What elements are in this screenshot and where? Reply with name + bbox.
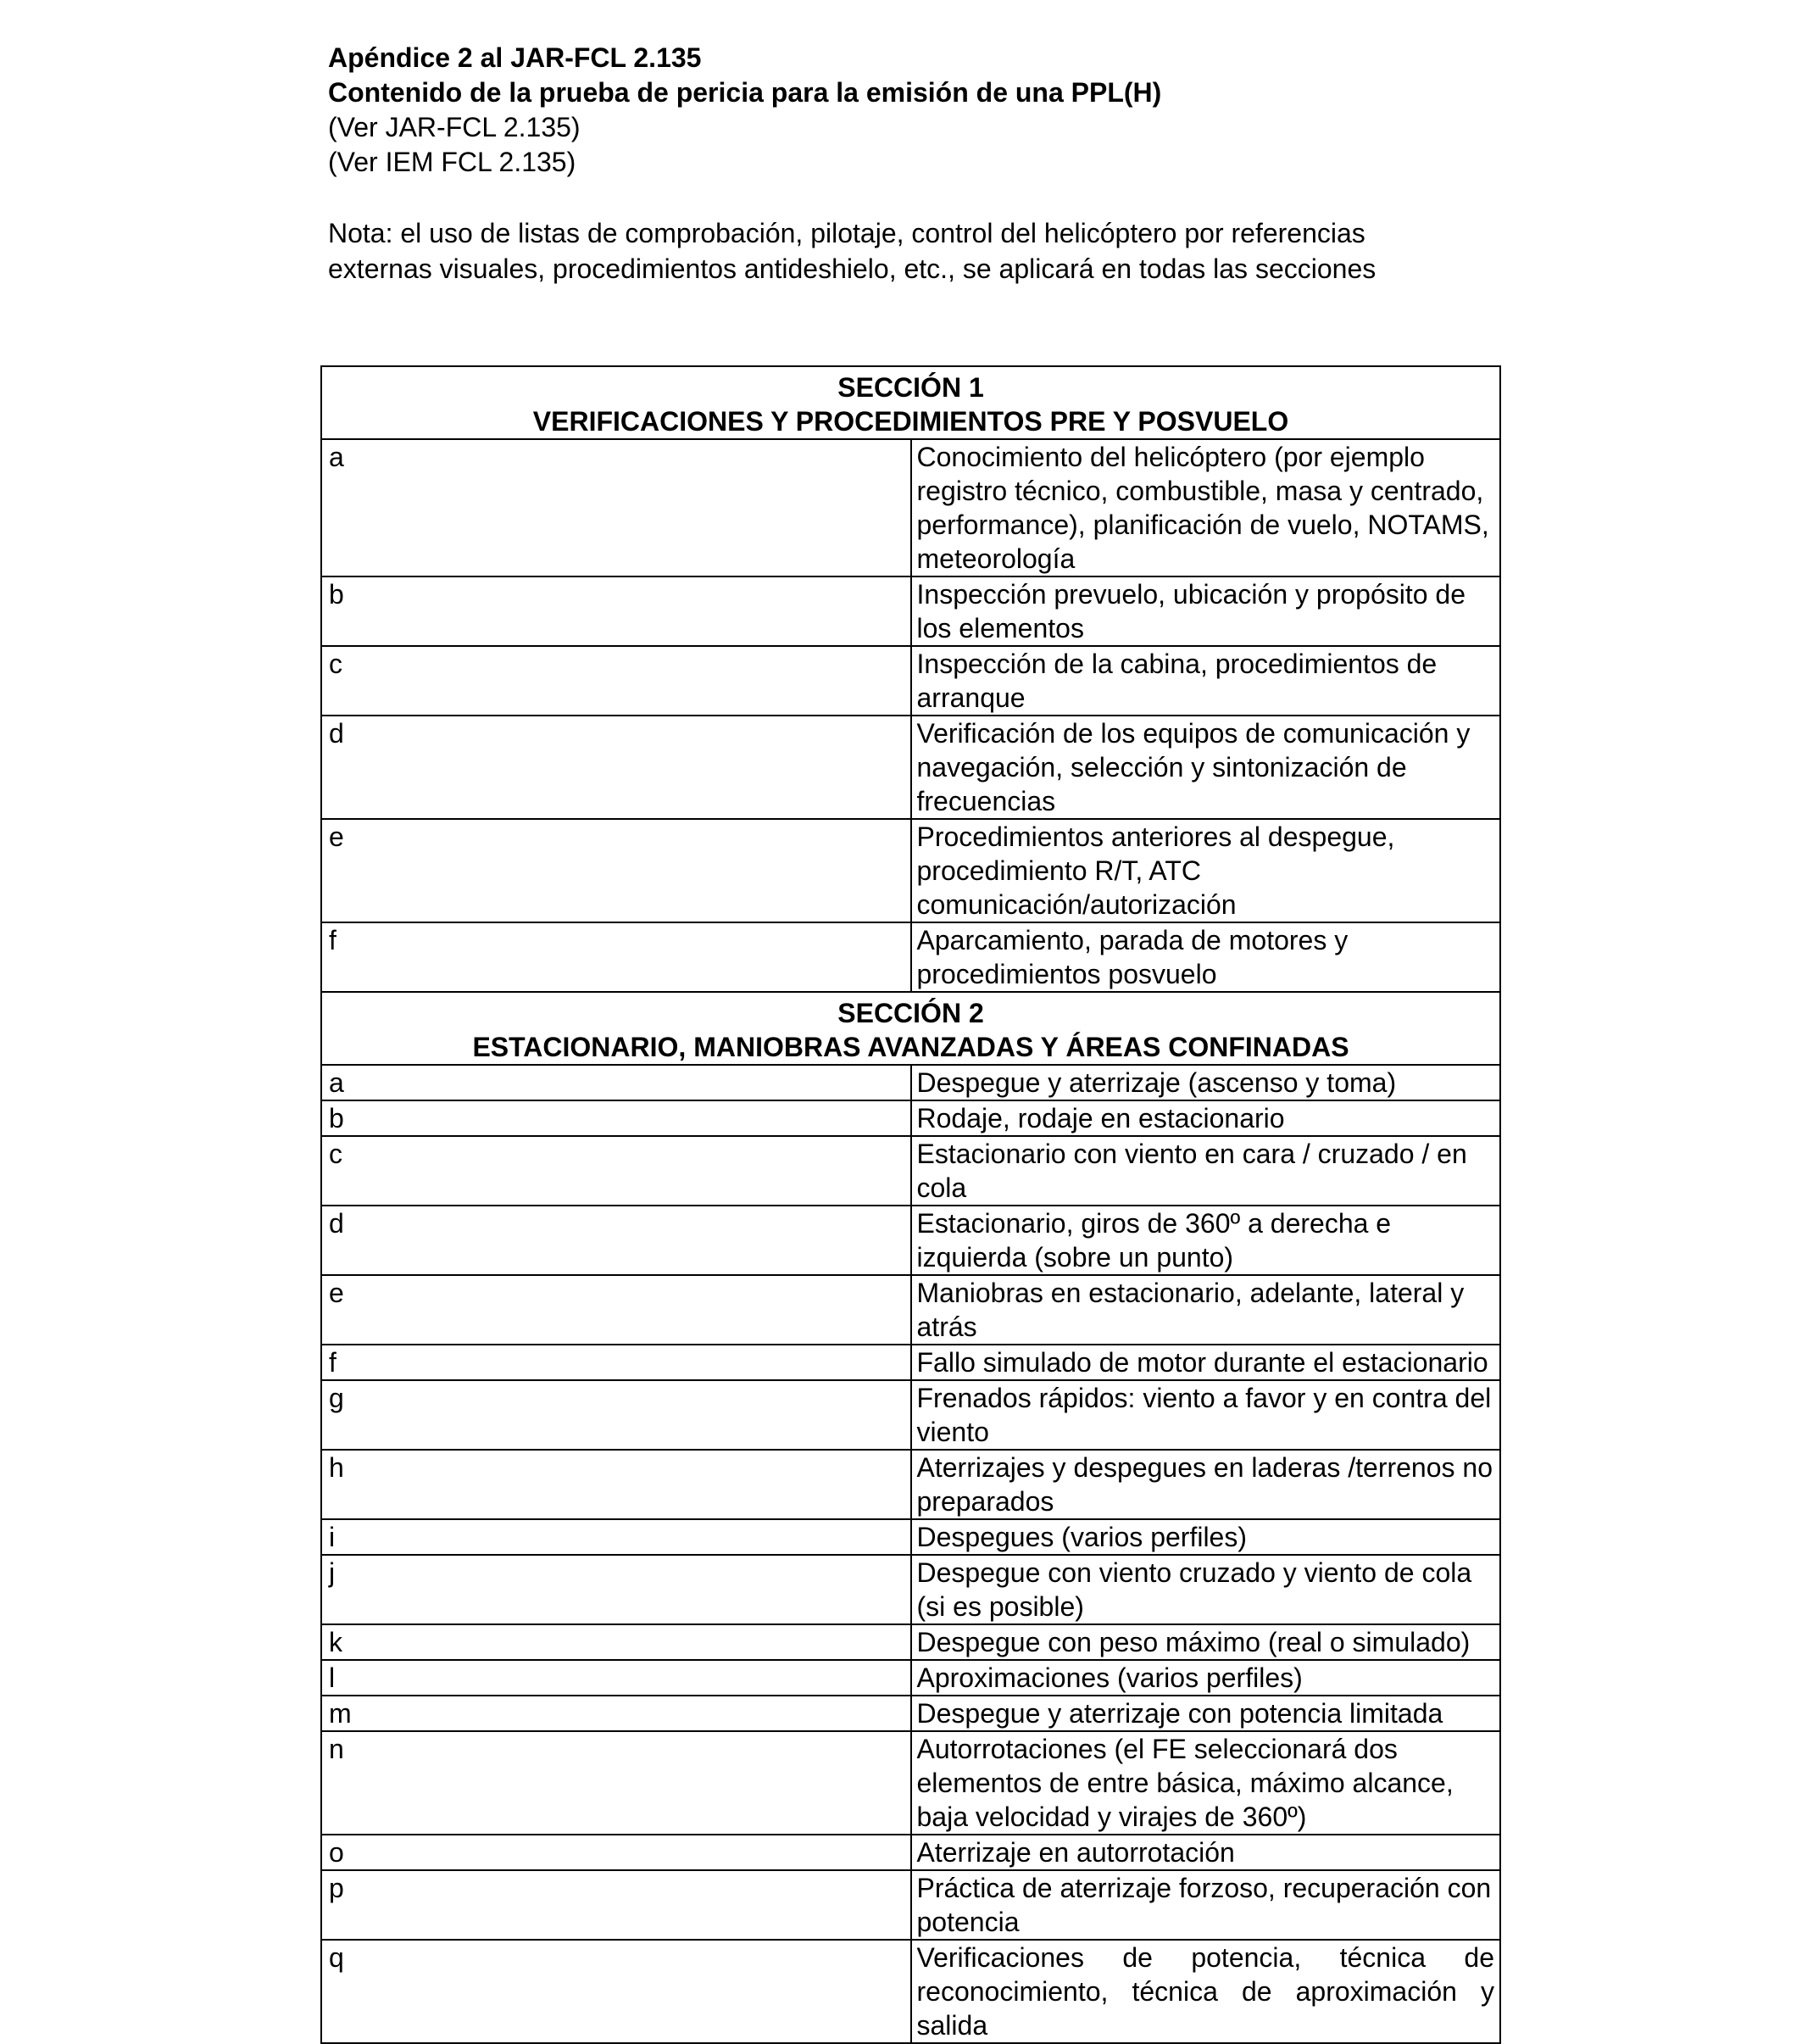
item-letter: h xyxy=(321,1450,911,1519)
item-description: Estacionario con viento en cara / cruzado / en cola xyxy=(916,1139,1467,1203)
item-letter: c xyxy=(321,1136,911,1206)
item-description: Inspección prevuelo, ubicación y propósito de los elementos xyxy=(916,579,1466,643)
skill-test-table xyxy=(320,365,1501,2044)
note-line-1: Nota: el uso de listas de comprobación, pilotaje, control del helicóptero por referencias xyxy=(328,218,1365,248)
item-letter: m xyxy=(321,1696,911,1731)
item-description: Maniobras en estacionario, adelante, lateral y atrás xyxy=(916,1278,1465,1342)
item-description-cell xyxy=(911,1870,1501,1940)
item-description-cell xyxy=(911,1660,1501,1696)
section-header-cell xyxy=(321,992,1500,1065)
table-row xyxy=(321,1450,1500,1519)
section-header-row xyxy=(321,992,1500,1065)
note-paragraph xyxy=(328,215,1515,287)
document-title: Apéndice 2 al JAR-FCL 2.135 xyxy=(328,42,702,73)
item-description: Práctica de aterrizaje forzoso, recuperación con potencia xyxy=(916,1873,1492,1937)
item-letter: d xyxy=(321,716,911,819)
table-row xyxy=(321,1696,1500,1731)
item-description-cell xyxy=(911,1731,1501,1835)
item-description-cell xyxy=(911,1380,1501,1450)
item-description-cell xyxy=(911,1450,1501,1519)
item-description-cell xyxy=(911,1555,1501,1624)
skill-test-table-body xyxy=(321,366,1500,2043)
item-description: Despegue con viento cruzado y viento de cola (si es posible) xyxy=(916,1557,1472,1622)
table-row xyxy=(321,1555,1500,1624)
item-letter: n xyxy=(321,1731,911,1835)
item-letter: q xyxy=(321,1940,911,2043)
item-description: Fallo simulado de motor durante el estacionario xyxy=(916,1347,1488,1378)
item-description: Estacionario, giros de 360º a derecha e izquierda (sobre un punto) xyxy=(916,1208,1392,1273)
table-row xyxy=(321,439,1500,576)
item-description-cell xyxy=(911,1624,1501,1660)
table-row xyxy=(321,1206,1500,1275)
item-description-cell xyxy=(911,922,1501,992)
item-description: Despegue y aterrizaje con potencia limitada xyxy=(916,1698,1443,1729)
table-row xyxy=(321,1940,1500,2043)
item-letter: f xyxy=(321,1345,911,1380)
table-row xyxy=(321,1870,1500,1940)
item-letter: i xyxy=(321,1519,911,1555)
item-description: Despegue y aterrizaje (ascenso y toma) xyxy=(916,1067,1397,1098)
item-description: Aterrizaje en autorrotación xyxy=(916,1837,1235,1868)
item-description: Autorrotaciones (el FE seleccionará dos elementos de entre básica, máximo alcance, baja velocidad y virajes de 360º) xyxy=(916,1734,1454,1832)
item-description-cell xyxy=(911,439,1501,576)
item-description: Frenados rápidos: viento a favor y en contra del viento xyxy=(916,1383,1492,1447)
item-description-cell xyxy=(911,716,1501,819)
table-row xyxy=(321,1519,1500,1555)
item-letter: f xyxy=(321,922,911,992)
item-description-cell xyxy=(911,1345,1501,1380)
item-description-cell xyxy=(911,1136,1501,1206)
item-description-cell xyxy=(911,819,1501,922)
table-row xyxy=(321,1136,1500,1206)
item-description: Conocimiento del helicóptero (por ejemplo registro técnico, combustible, masa y centrado, performance), planificación de vuelo, NOTAMS, meteorología xyxy=(916,442,1489,574)
table-row xyxy=(321,716,1500,819)
item-letter: e xyxy=(321,819,911,922)
item-letter: b xyxy=(321,1100,911,1136)
item-description: Inspección de la cabina, procedimientos de arranque xyxy=(916,649,1438,713)
document-subtitle: Contenido de la prueba de pericia para la emisión de una PPL(H) xyxy=(328,77,1162,108)
item-letter: b xyxy=(321,576,911,646)
table-row xyxy=(321,1100,1500,1136)
item-description-cell xyxy=(911,1835,1501,1870)
item-description: Despegues (varios perfiles) xyxy=(916,1522,1247,1552)
table-row xyxy=(321,576,1500,646)
table-row xyxy=(321,1275,1500,1345)
section-title: ESTACIONARIO, MANIOBRAS AVANZADAS Y ÁREAS CONFINADAS xyxy=(472,1032,1349,1062)
item-description: Aproximaciones (varios perfiles) xyxy=(916,1662,1303,1693)
item-description-cell xyxy=(911,1100,1501,1136)
item-description-cell xyxy=(911,646,1501,716)
item-description-cell xyxy=(911,1206,1501,1275)
reference-jar: (Ver JAR-FCL 2.135) xyxy=(328,112,581,142)
table-row xyxy=(321,1065,1500,1100)
table-row xyxy=(321,1731,1500,1835)
item-letter: k xyxy=(321,1624,911,1660)
document-header xyxy=(328,41,1515,180)
item-description-cell xyxy=(911,576,1501,646)
item-letter: p xyxy=(321,1870,911,1940)
table-row xyxy=(321,1345,1500,1380)
item-description: Procedimientos anteriores al despegue, procedimiento R/T, ATC comunicación/autorización xyxy=(916,821,1395,920)
section-title: VERIFICACIONES Y PROCEDIMIENTOS PRE Y POSVUELO xyxy=(532,406,1289,437)
item-letter: a xyxy=(321,1065,911,1100)
table-row xyxy=(321,1624,1500,1660)
item-letter: o xyxy=(321,1835,911,1870)
item-description-cell xyxy=(911,1940,1501,2043)
item-description: Rodaje, rodaje en estacionario xyxy=(916,1103,1285,1133)
table-row xyxy=(321,1660,1500,1696)
note-line-2: externas visuales, procedimientos antideshielo, etc., se aplicará en todas las secciones xyxy=(328,253,1377,284)
section-header-row xyxy=(321,366,1500,439)
item-letter: c xyxy=(321,646,911,716)
item-description-cell xyxy=(911,1065,1501,1100)
table-row xyxy=(321,646,1500,716)
item-description: Verificaciones de potencia, técnica de reconocimiento, técnica de aproximación y salida xyxy=(916,1942,1494,2041)
section-header-cell xyxy=(321,366,1500,439)
item-letter: e xyxy=(321,1275,911,1345)
item-letter: l xyxy=(321,1660,911,1696)
table-row xyxy=(321,819,1500,922)
item-letter: g xyxy=(321,1380,911,1450)
item-description: Despegue con peso máximo (real o simulado) xyxy=(916,1627,1471,1657)
table-row xyxy=(321,1380,1500,1450)
item-letter: d xyxy=(321,1206,911,1275)
item-letter: a xyxy=(321,439,911,576)
table-row xyxy=(321,922,1500,992)
item-description: Verificación de los equipos de comunicación y navegación, selección y sintonización de frecuencias xyxy=(916,718,1471,816)
section-heading: SECCIÓN 2 xyxy=(837,998,984,1028)
item-letter: j xyxy=(321,1555,911,1624)
section-heading: SECCIÓN 1 xyxy=(837,372,984,403)
item-description-cell xyxy=(911,1275,1501,1345)
reference-iem: (Ver IEM FCL 2.135) xyxy=(328,147,576,177)
item-description: Aparcamiento, parada de motores y procedimientos posvuelo xyxy=(916,925,1349,989)
item-description-cell xyxy=(911,1696,1501,1731)
item-description-cell xyxy=(911,1519,1501,1555)
item-description: Aterrizajes y despegues en laderas /terrenos no preparados xyxy=(916,1452,1493,1517)
table-row xyxy=(321,1835,1500,1870)
